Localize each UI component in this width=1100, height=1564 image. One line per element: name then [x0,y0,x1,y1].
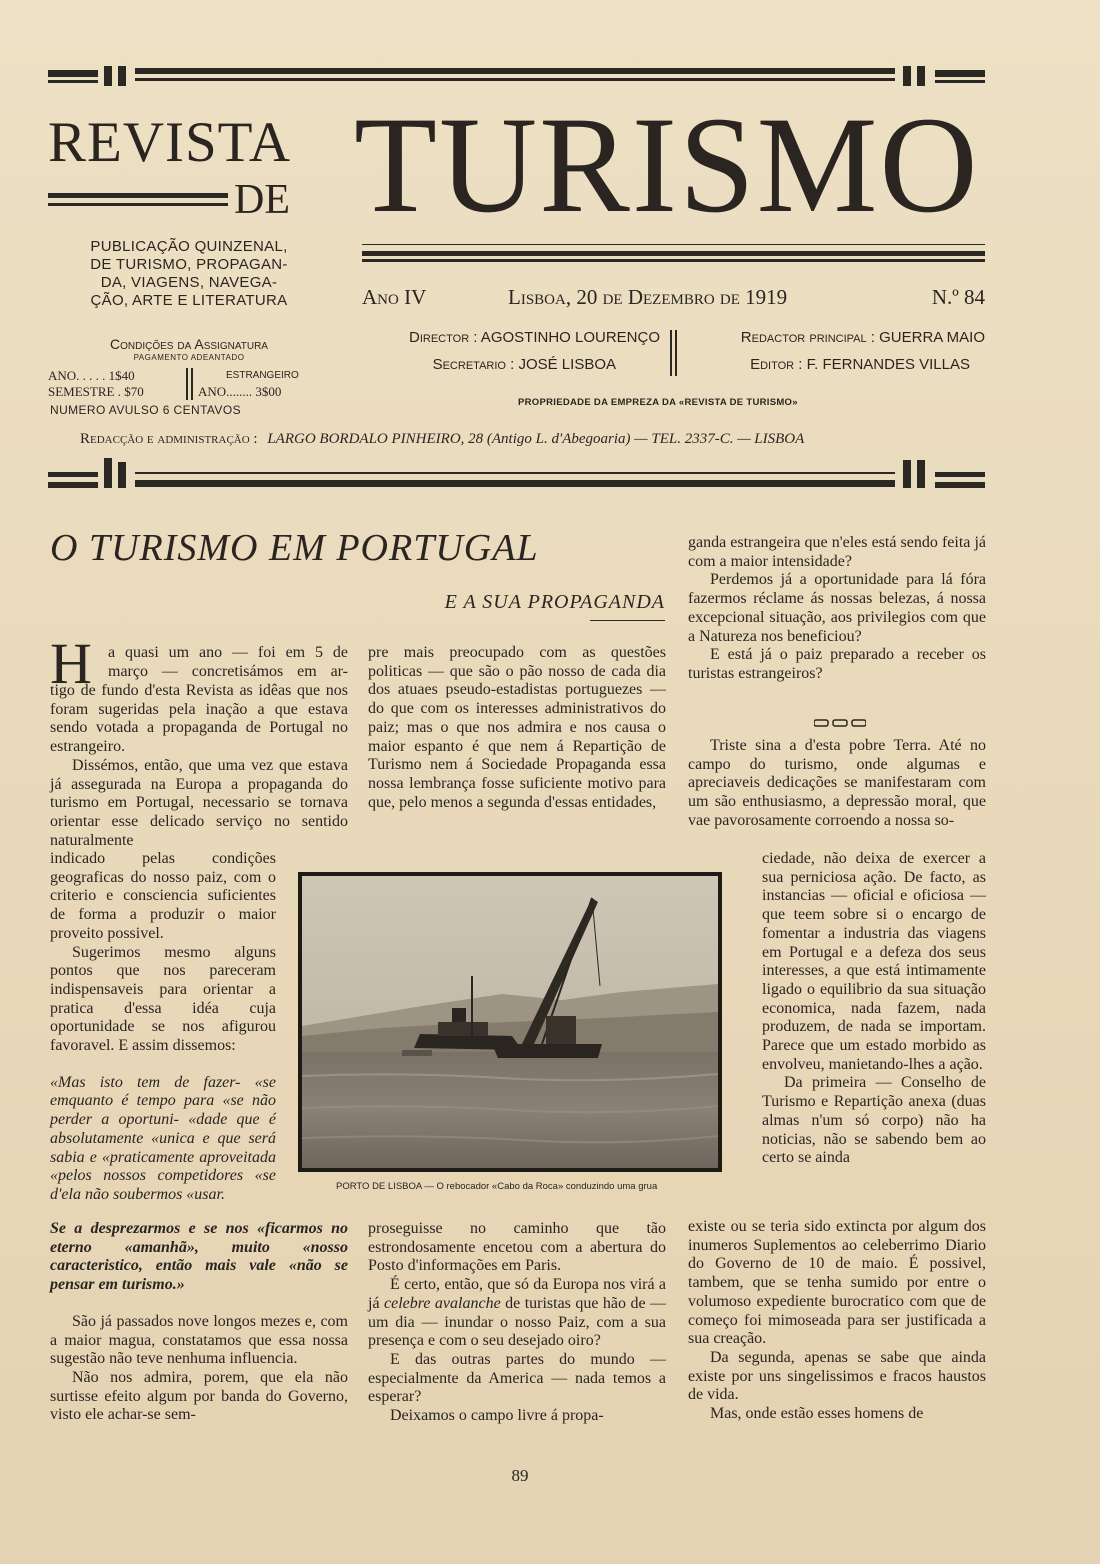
price-estr-ano: ANO........ 3$00 [198,384,282,399]
paragraph: Não nos admira, porem, que ela não surtisse efeito algum por banda do Governo, visto ele achar-se sem- [50,1368,348,1424]
page-number: 89 [511,1466,529,1485]
staff-editor: Editor : F. FERNANDES VILLAS [750,356,970,373]
staff-divider [670,330,672,376]
conditions-title: Condições da Assignatura [110,336,268,352]
top-rule-main [135,68,895,74]
text-span: É certo, então, que só da Europa nos virá a já [368,1276,666,1312]
staff-director: Director : AGOSTINHO LOURENÇO [409,329,660,346]
col3-bottom [688,1218,986,1424]
paragraph: tigo de fundo d'esta Revista as idêas que nos foram sugeridas pela inação a que estava sendo votada a propaganda de Portugal no estrangeiro. [50,682,348,756]
issue-date: Lisboa, 20 de Dezembro de 1919 [508,285,788,309]
price-estrangeiro: ESTRANGEIRO [226,370,299,381]
mid-rule-left-bar-2 [48,482,98,488]
redaccao-line [80,430,804,448]
mid-rule-left-bar [48,472,98,477]
mid-rule-main-2 [135,480,895,487]
col2-bottom [368,1220,666,1426]
price-semestre: SEMESTRE . $70 [48,384,144,399]
issue-rule-3 [362,259,985,262]
price-ano: ANO. . . . . 1$40 [48,368,135,383]
paragraph: E das outras partes do mundo — especialmente da America — nada temos a esperar? [368,1350,666,1406]
masthead-de: DE [234,177,290,223]
subtitle-rule [590,620,665,621]
paragraph: indicado pelas condições geograficas do nosso paiz, com o criterio e consciencia suficientes de forma a produzir o maior proveito possivel. [50,850,276,942]
col2-top [368,644,666,812]
paragraph: Da segunda, apenas se sabe que ainda existe por uns singelissimos e fracos haustos de vida. [688,1348,986,1404]
issue-rule-2 [362,251,985,256]
price-divider-2 [191,368,193,400]
paragraph: a quasi um ano — foi em 5 de [108,644,348,661]
article-subtitle: E A SUA PROPAGANDA [444,591,665,613]
col3-mid-wide [688,737,986,831]
redaccao-address: LARGO BORDALO PINHEIRO, 28 (Antigo L. d'Abegoaria) — TEL. 2337-C. — LISBOA [267,431,805,447]
mid-rule-right-post-2 [917,460,925,488]
mid-rule-left-post-2 [118,462,126,488]
paragraph: março — concretisámos em ar- [108,662,348,680]
paragraph: existe ou se teria sido extincta por algum dos inumeros Suplementos ao celeberrimo Diario do Governo de 10 de maio. É possivel, tambem, que se tenha sumido por entre o volumoso expediente burocratico com que de começo foi mimoseada para ser justificada a sua creação. [688,1218,986,1348]
top-rule-left-bar-2 [48,80,98,83]
photo-caption: PORTO DE LISBOA — O rebocador «Cabo da Roca» conduzindo uma grua [336,1181,658,1192]
paragraph: Mas, onde estão esses homens de [710,1405,924,1423]
top-rule-left-post [104,66,112,86]
price-avulso: NUMERO AVULSO 6 CENTAVOS [50,403,241,417]
text-span: de turistas que hão de — um dia — inundar o nosso Paiz, com a sua presença e com o seu desejado oiro? [368,1294,667,1350]
masthead-de-rule [48,193,228,198]
paragraph: pre mais preocupado com as questões politicas — que são o pão nosso de cada dia dos atuaes pseudo-estadistas portuguezes — do que com os interesses administrativos do paiz; mas o que nos admira e nos causa o maior espanto é que nem á Repartição de Turismo nem á Sociedade Propaganda essa nossa lembrança fosse suficiente motivo para que, pelo menos a segunda d'essas entidades, [368,644,666,811]
conditions-sub: PAGAMENTO ADEANTADO [133,353,245,362]
propriedade: PROPRIEDADE DA EMPREZA DA «REVISTA DE TURISMO» [518,397,798,408]
subtitle-line: DE TURISMO, PROPAGAN- [90,256,288,273]
mid-rule-main [135,472,895,474]
subtitle-line: DA, VIAGENS, NAVEGA- [100,274,278,291]
mid-rule-left-post [104,458,112,488]
paragraph: E está já o paiz preparado a receber os turistas estrangeiros? [688,646,986,682]
issue-number: N.º 84 [931,285,985,309]
harbour-photo [302,876,718,1168]
masthead-de-rule-2 [48,203,228,206]
quote: Se a desprezarmos e se nos «ficarmos no eterno «amanhã», muito «nosso caracteristico, então mais vale «não se pensar em turismo.» [50,1220,348,1294]
paragraph: ciedade, não deixa de exercer a sua perniciosa ação. De facto, as instancias — oficial e oficiosa — que teem sobre si o encargo de fomentar a industria das viagens em Portugal e a defeza dos seus interesses, a que está intimamente ligado o equilibrio da sua situação economica, nada fazem, nada produzem, de nada se importam. Parece que um estado morbido as envolveu, manietando-lhes a ação. [762,850,986,1073]
staff-secretario: Secretario : JOSÉ LISBOA [432,356,616,373]
col1-narrow [50,850,276,1205]
top-rule-main-2 [135,78,895,81]
staff-redactor: Redactor principal : GUERRA MAIO [740,329,985,346]
paragraph: ganda estrangeira que n'eles está sendo feita já com a maior intensidade? [688,534,986,570]
mid-rule-right-bar [935,472,985,477]
paragraph: Dissémos, então, que uma vez que estava já assegurada na Europa a propaganda do turismo em Portugal, necessario se tornava orientar esse delicado serviço no sentido naturalmente [50,756,348,849]
paragraph: Da primeira — Conselho de Turismo e Repartição anexa (duas almas n'um só corpo) não ha noticias, não se sabendo bem ao certo se ainda [762,1074,986,1167]
masthead-turismo: TURISMO [354,88,980,241]
subtitle-line: ÇÃO, ARTE E LITERATURA [90,292,288,309]
col1-upper [50,682,348,850]
issue-rule-1 [362,244,985,245]
paragraph: Deixamos o campo livre á propa- [390,1407,604,1425]
quote: «Mas isto tem de fazer- «se emquanto é tempo para «se não perder a oportuni- «dade que é absolutamente «unica e que será sabia e «praticamente aproveitada «pelos nossos competidores «se d'ela não soubermos «usar. [50,1073,276,1203]
staff-divider-2 [675,330,677,376]
top-rule-right-post [903,66,911,86]
issue-ano: Ano IV [362,285,427,309]
article-title: O TURISMO EM PORTUGAL [50,527,539,569]
paragraph: Sugerimos mesmo alguns pontos que nos pareceram indispensaveis para orientar a pratica d'essa idéa cuja oportunidade se nos afigurou favoravel. E assim dissemos: [50,943,276,1055]
harbour-photo-frame [298,872,722,1172]
col1-lower [50,1220,348,1425]
paragraph: proseguisse no caminho que tão estrondosamente encetou com a abertura do Posto d'informações em Paris. [368,1220,666,1275]
top-rule-right-bar-2 [935,80,985,83]
mid-rule-right-post [903,460,911,488]
emphasis: celebre avalanche [384,1294,501,1312]
mid-rule-right-bar-2 [935,482,985,488]
redaccao-label: Redacção e administração : [80,431,258,447]
dropcap: H [50,631,92,696]
col3-top [688,534,986,684]
masthead-revista: REVISTA [48,111,292,174]
price-divider [186,368,188,400]
top-rule-left-bar [48,70,98,77]
subtitle-line: PUBLICAÇÃO QUINZENAL, [90,238,288,255]
masthead-subtitle [66,238,312,310]
col3-narrow [762,850,986,1168]
col1-first-lines [108,644,348,681]
paragraph: São já passados nove longos mezes e, com a maior magua, constatamos que essa nossa sugestão não teve nenhuma influencia. [50,1312,348,1368]
ornament-divider [814,712,866,720]
top-rule-right-bar [935,70,985,77]
top-rule-left-post-2 [118,66,126,86]
paragraph: Triste sina a d'esta pobre Terra. Até no campo do turismo, onde algumas e apreciaveis dedicações se manifestaram com um são enthusiasmo, a depressão moral, que vae pavorosamente corroendo a nossa so- [688,737,986,829]
paragraph: Perdemos já a oportunidade para lá fóra fazermos réclame ás nossas belezas, á nossa excepcional situação, aos privilegios com que a Natureza nos beneficiou? [688,571,986,645]
top-rule-right-post-2 [917,66,925,86]
